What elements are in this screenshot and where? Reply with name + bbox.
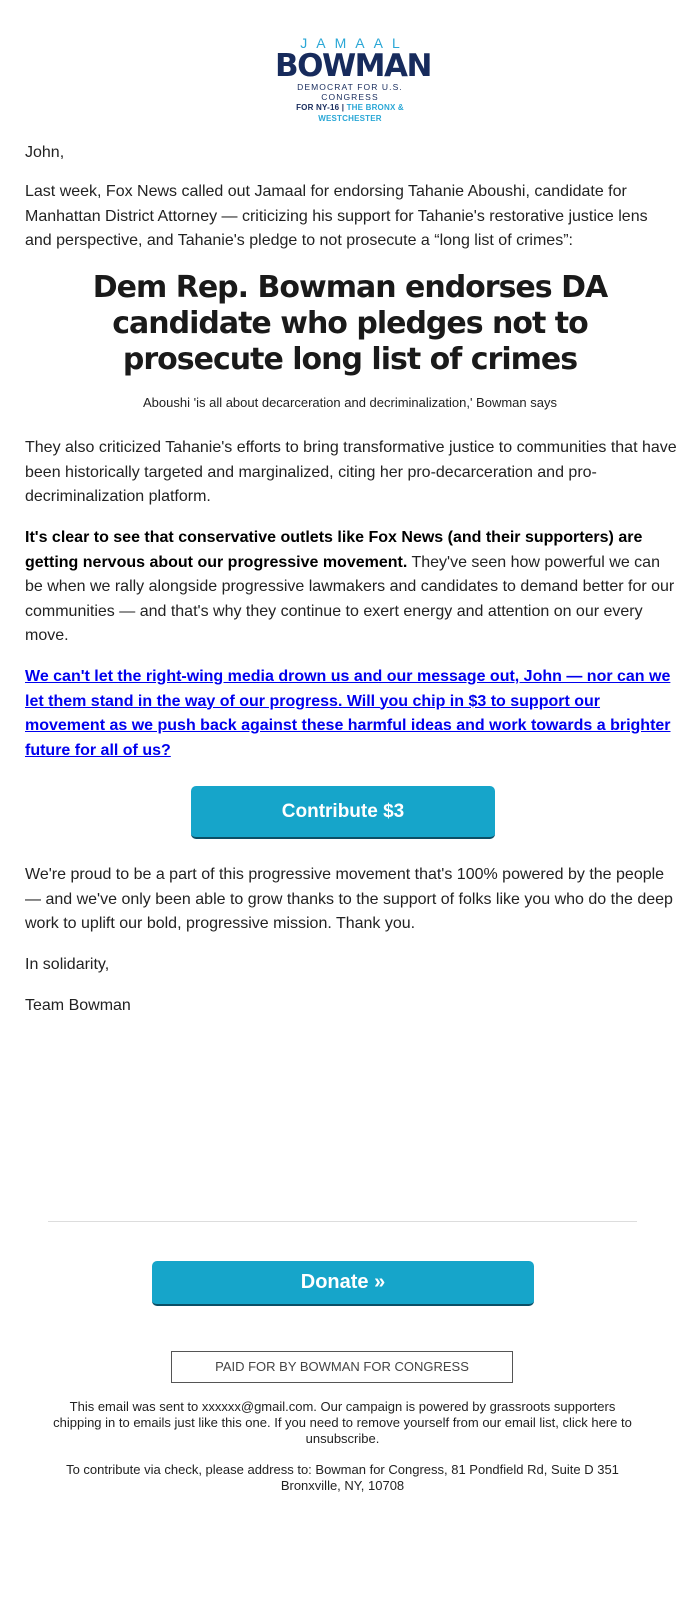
logo-last-name: BOWMAN bbox=[275, 48, 431, 84]
greeting: John, bbox=[25, 144, 65, 161]
logo-tagline: DEMOCRAT FOR U.S. CONGRESS bbox=[297, 82, 403, 102]
donate-button[interactable]: Donate » bbox=[152, 1261, 534, 1306]
paragraph-movement-rest: They've seen how powerful we can be when we rally alongside progressive lawmakers and candidates to demand better for our communities — and that's why they continue to exert energy and attention on our every move. bbox=[25, 553, 675, 644]
footer-address: To contribute via check, please address to: Bowman for Congress, 81 Pondfield Rd, Suite D 351 Bronxville, NY, 10708 bbox=[66, 1462, 619, 1493]
footer-email-notice: This email was sent to xxxxxx@gmail.com. Our campaign is powered by grassroots supporters chipping in to emails just like this one. If you need to remove yourself from our email list, click here to unsubscribe. bbox=[53, 1399, 632, 1446]
signoff: In solidarity, bbox=[25, 956, 110, 973]
article-subheadline: Aboushi 'is all about decarceration and decriminalization,' Bowman says bbox=[143, 395, 557, 410]
logo-district-b: THE BRONX & WESTCHESTER bbox=[318, 103, 404, 123]
paragraph-movement-bold: It's clear to see that conservative outlets like Fox News (and their supporters) are getting nervous about our progressive movement. bbox=[25, 529, 643, 571]
logo-district-sep: | bbox=[341, 103, 345, 112]
signature: Team Bowman bbox=[25, 997, 131, 1014]
paragraph-criticism: They also criticized Tahanie's efforts to bring transformative justice to communities that have been historically targeted and marginalized, citing her pro-decarceration and pro-decriminalization platform. bbox=[25, 439, 677, 505]
paragraph-thanks: We're proud to be a part of this progressive movement that's 100% powered by the people — and we've only been able to grow thanks to the support of folks like you who do the deep work to uplift our bold, progressive mission. Thank you. bbox=[25, 866, 673, 932]
paragraph-movement bbox=[25, 526, 677, 649]
paid-for-disclaimer: PAID FOR BY BOWMAN FOR CONGRESS bbox=[171, 1351, 513, 1383]
logo-district-a: FOR NY-16 bbox=[296, 103, 340, 112]
campaign-logo bbox=[0, 36, 700, 126]
cta-paragraph bbox=[25, 665, 677, 763]
intro-paragraph: Last week, Fox News called out Jamaal for endorsing Tahanie Aboushi, candidate for Manhattan District Attorney — criticizing his support for Tahanie's restorative justice lens and perspective, and Tahanie's pledge to not prosecute a “long list of crimes”: bbox=[25, 183, 648, 249]
contribute-button[interactable]: Contribute $3 bbox=[191, 786, 495, 839]
footer-divider bbox=[48, 1221, 637, 1222]
logo-district bbox=[275, 102, 425, 124]
article-headline: Dem Rep. Bowman endorses DA candidate who pledges not to prosecute long list of crimes bbox=[92, 270, 608, 377]
cta-link[interactable]: We can't let the right-wing media drown us and our message out, John — nor can we let them stand in the way of our progress. Will you chip in $3 to support our movement as we push back against these harmful ideas and work towards a brighter future for all of us? bbox=[25, 668, 671, 759]
logo-first-name: JAMAAL bbox=[300, 35, 409, 51]
